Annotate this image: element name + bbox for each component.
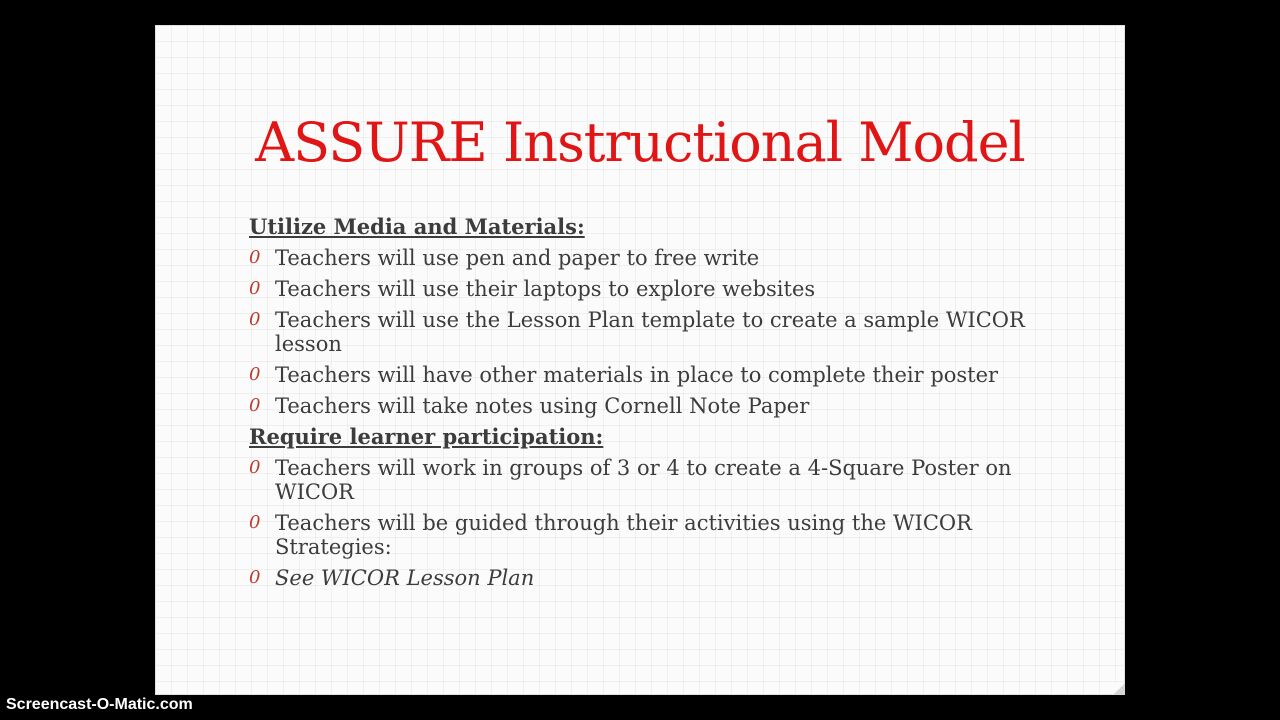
list-item (249, 456, 1069, 504)
bullet-marker: 0 (249, 457, 261, 478)
bullet-text: Teachers will be guided through their activities using the WICOR Strategies: (275, 511, 972, 559)
bullet-text: Teachers will use their laptops to explore websites (275, 277, 816, 301)
bullet-marker: 0 (249, 278, 261, 299)
bullet-text: Teachers will use the Lesson Plan template to create a sample WICOR lesson (275, 308, 1025, 356)
bullet-marker: 0 (249, 309, 261, 330)
bullet-text: See WICOR Lesson Plan (275, 566, 535, 590)
bullet-marker: 0 (249, 247, 261, 268)
list-item (249, 394, 1069, 418)
bullet-marker: 0 (249, 395, 261, 416)
bullet-marker: 0 (249, 567, 261, 588)
slide (155, 25, 1125, 695)
bullet-list-utilize-media (249, 246, 1069, 418)
list-item (249, 363, 1069, 387)
section-heading-require-participation: Require learner participation: (249, 424, 604, 449)
section-heading-utilize-media: Utilize Media and Materials: (249, 214, 585, 239)
page-curl (1113, 683, 1125, 695)
list-item (249, 308, 1069, 356)
list-item (249, 566, 1069, 590)
bullet-marker: 0 (249, 364, 261, 385)
list-item (249, 511, 1069, 559)
bullet-list-require-participation (249, 456, 1069, 590)
bullet-text: Teachers will work in groups of 3 or 4 to create a 4-Square Poster on WICOR (275, 456, 1012, 504)
bullet-text: Teachers will use pen and paper to free write (275, 246, 760, 270)
slide-title: ASSURE Instructional Model (255, 111, 1025, 174)
bullet-text: Teachers will take notes using Cornell Note Paper (275, 394, 810, 418)
list-item (249, 246, 1069, 270)
bullet-marker: 0 (249, 512, 261, 533)
slide-content (249, 215, 1069, 597)
list-item (249, 277, 1069, 301)
bullet-text: Teachers will have other materials in place to complete their poster (275, 363, 999, 387)
screencast-watermark: Screencast-O-Matic.com (6, 696, 193, 713)
